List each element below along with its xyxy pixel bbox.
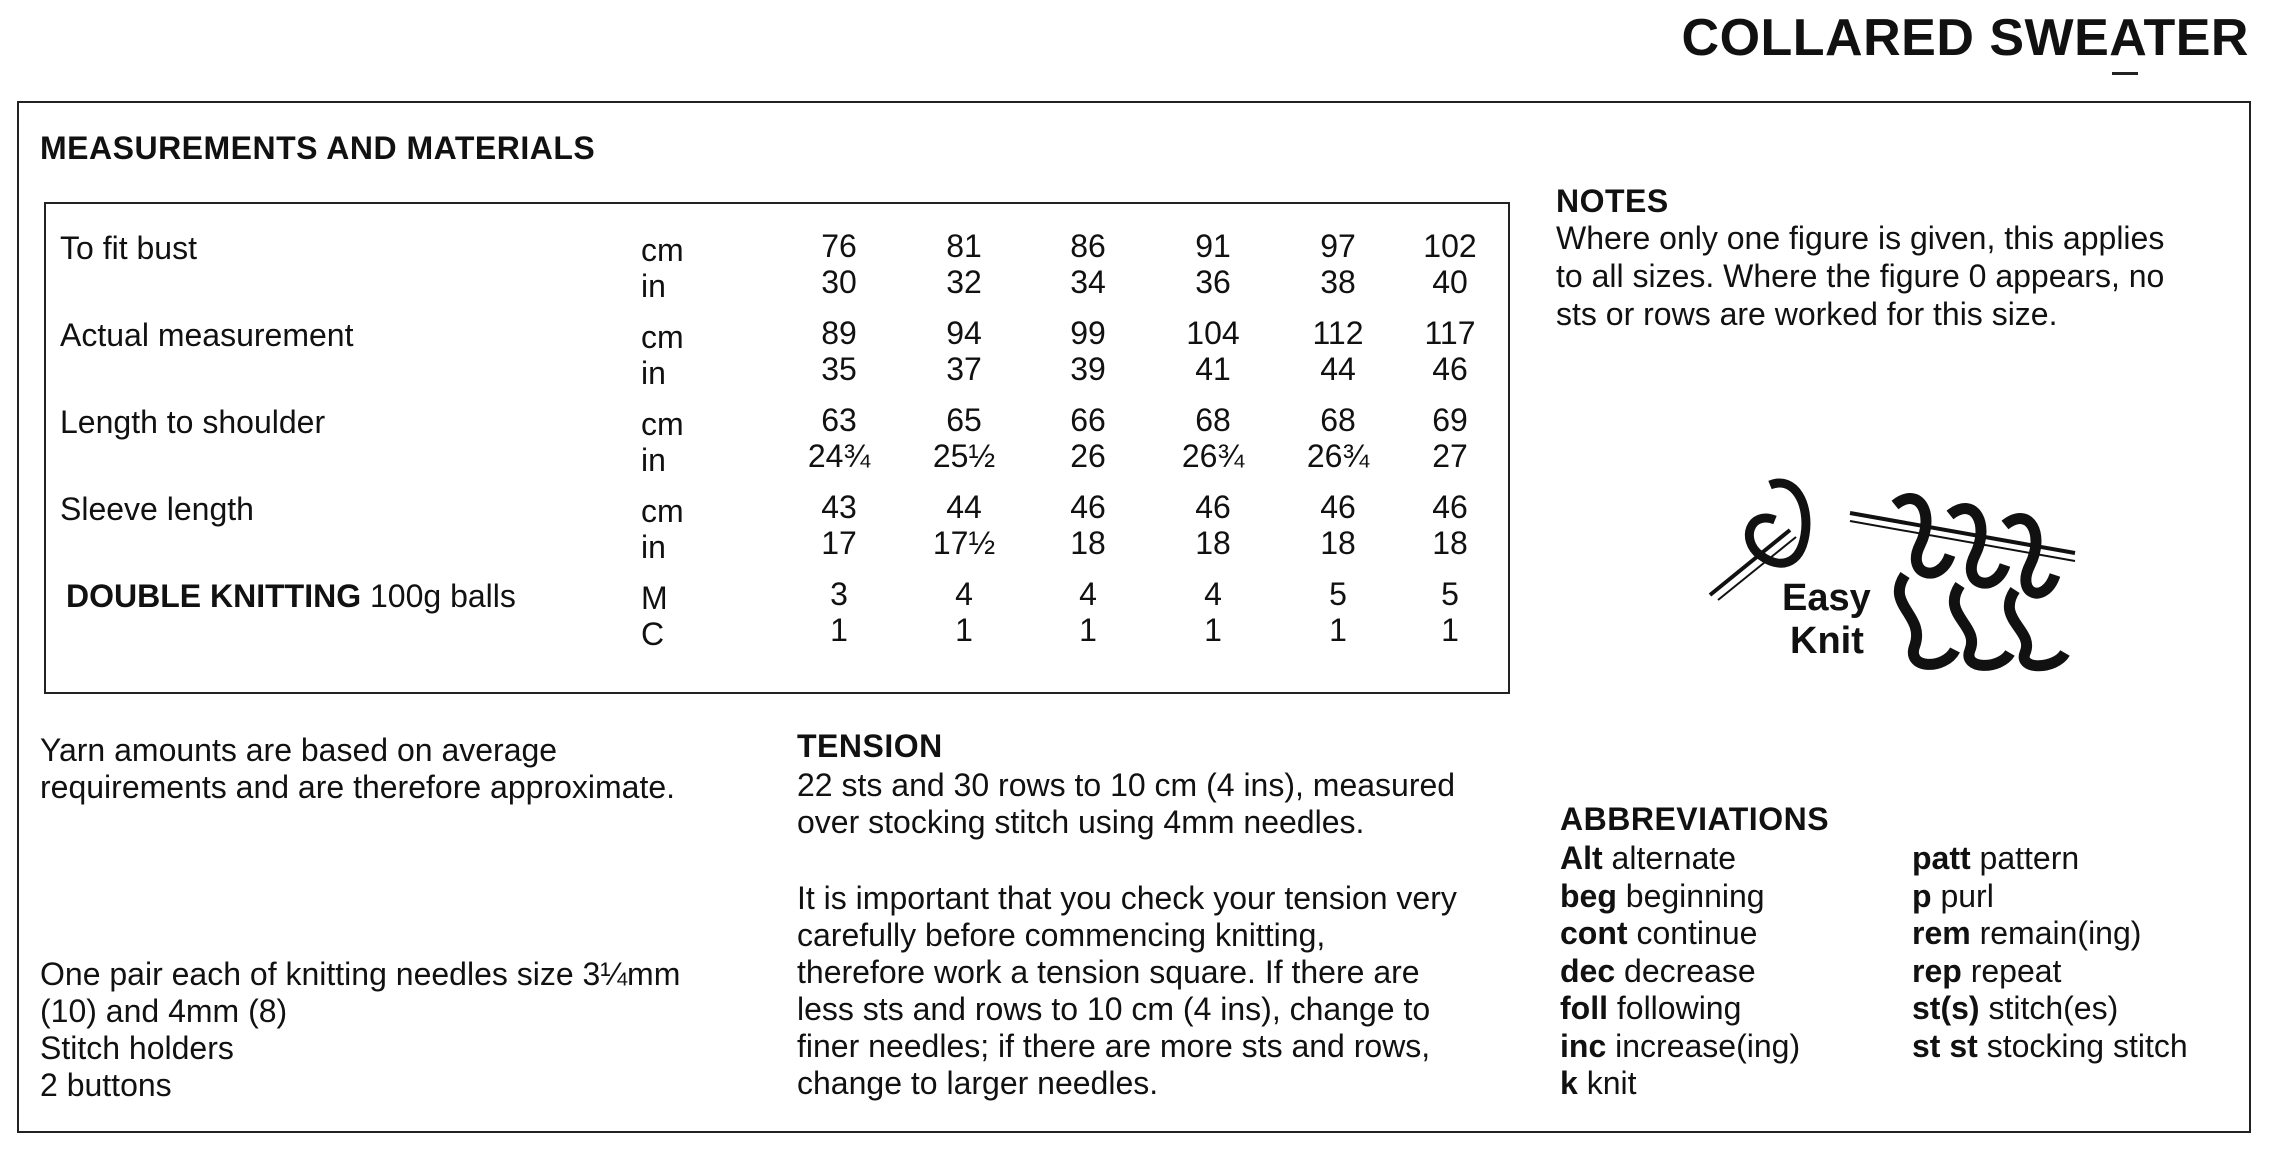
value-cell: 91 xyxy=(1195,228,1231,264)
value-cell: 46 xyxy=(1195,489,1231,525)
notes-text xyxy=(1556,219,2164,333)
knitting-needles-icon xyxy=(1700,475,2080,675)
tension-line: less sts and rows to 10 cm (4 ins), change to xyxy=(797,991,1431,1027)
abbreviation-item: dec decrease xyxy=(1560,952,1756,989)
table-row xyxy=(46,204,1512,304)
value-cell: 94 xyxy=(946,315,982,351)
value-cell: 4 xyxy=(1204,576,1222,612)
value-cell: 46 xyxy=(1432,489,1468,525)
value-cell: 40 xyxy=(1432,264,1468,300)
tension-line: finer needles; if there are more sts and rows, xyxy=(797,1028,1431,1064)
tension-heading: TENSION xyxy=(797,728,943,764)
value-cell: 44 xyxy=(946,489,982,525)
yarn-type: DOUBLE KNITTING xyxy=(66,578,362,614)
value-cell: 112 xyxy=(1312,315,1364,351)
title-underline-mark xyxy=(2112,72,2138,75)
abbreviation-item: rep repeat xyxy=(1912,952,2062,989)
value-cell: 27 xyxy=(1432,438,1468,474)
unit-in: in xyxy=(641,529,666,565)
value-cell: 1 xyxy=(1079,612,1097,648)
row-label: Sleeve length xyxy=(60,491,254,527)
value-cell: 32 xyxy=(946,264,982,300)
value-cell: 17 xyxy=(821,525,857,561)
abbreviations-col-2 xyxy=(1912,840,2188,1065)
abbreviation-item: foll following xyxy=(1560,990,1742,1026)
yarn-note xyxy=(40,732,675,806)
value-cell: 38 xyxy=(1320,264,1356,300)
value-cell: 30 xyxy=(821,264,857,300)
value-cell: 18 xyxy=(1432,525,1468,561)
unit-cm: cm xyxy=(641,406,684,442)
measurements-table xyxy=(44,202,1510,694)
tension-line: over stocking stitch using 4mm needles. xyxy=(797,804,1365,840)
value-cell: 89 xyxy=(821,315,857,351)
abbreviation-item: cont continue xyxy=(1560,915,1758,951)
easy-knit-logo xyxy=(1700,475,2080,680)
tension-advice xyxy=(797,880,1457,1102)
value-cell: 117 xyxy=(1424,315,1476,351)
yarn-label xyxy=(66,578,516,615)
page-title: COLLARED SWEATER xyxy=(1681,9,2249,67)
unit-in: in xyxy=(641,268,666,304)
value-cell: 1 xyxy=(955,612,973,648)
value-cell: 18 xyxy=(1320,525,1356,561)
value-cell: 1 xyxy=(830,612,848,648)
value-cell: 36 xyxy=(1195,264,1231,300)
abbreviation-item: inc increase(ing) xyxy=(1560,1027,1801,1064)
row-label: Length to shoulder xyxy=(60,404,326,440)
value-cell: 34 xyxy=(1070,264,1106,300)
measurements-heading: MEASUREMENTS AND MATERIALS xyxy=(40,130,596,166)
value-cell: 35 xyxy=(821,351,857,387)
logo-word-knit: Knit xyxy=(1790,620,1864,662)
value-cell: 68 xyxy=(1195,402,1231,438)
value-cell: 63 xyxy=(821,402,857,438)
value-cell: 46 xyxy=(1320,489,1356,525)
value-cell: 1 xyxy=(1441,612,1459,648)
value-cell: 102 xyxy=(1423,228,1477,264)
materials-line: (10) and 4mm (8) xyxy=(40,993,288,1029)
value-cell: 1 xyxy=(1329,612,1347,648)
abbreviation-item: Alt alternate xyxy=(1560,840,1737,876)
value-cell: 86 xyxy=(1070,228,1106,264)
yarn-weight: 100g balls xyxy=(369,578,516,614)
tension-line: carefully before commencing knitting, xyxy=(797,917,1326,953)
abbreviation-item: patt pattern xyxy=(1912,840,2080,876)
value-cell: 5 xyxy=(1329,576,1347,612)
value-cell: 76 xyxy=(821,228,857,264)
value-cell: 26¾ xyxy=(1306,438,1370,474)
unit-contrast-colour: C xyxy=(641,616,665,652)
value-cell: 68 xyxy=(1320,402,1356,438)
unit-cm: cm xyxy=(641,319,684,355)
value-cell: 99 xyxy=(1070,315,1106,351)
value-cell: 4 xyxy=(955,576,973,612)
value-cell: 24¾ xyxy=(807,438,871,474)
yarn-note-line: Yarn amounts are based on average xyxy=(40,732,558,768)
abbreviation-item: beg beginning xyxy=(1560,877,1765,914)
row-label: Actual measurement xyxy=(60,317,354,353)
abbreviation-item: p purl xyxy=(1912,877,1994,914)
value-cell: 18 xyxy=(1195,525,1231,561)
value-cell: 39 xyxy=(1070,351,1106,387)
logo-word-easy: Easy xyxy=(1782,577,1871,619)
row-label: To fit bust xyxy=(60,230,197,266)
notes-line: sts or rows are worked for this size. xyxy=(1556,296,2058,332)
value-cell: 26 xyxy=(1070,438,1106,474)
value-cell: 37 xyxy=(946,351,982,387)
value-cell: 44 xyxy=(1320,351,1356,387)
value-cell: 46 xyxy=(1070,489,1106,525)
notes-line: Where only one figure is given, this applies xyxy=(1556,220,2165,256)
value-cell: 66 xyxy=(1070,402,1106,438)
abbreviation-item: st(s) stitch(es) xyxy=(1912,990,2119,1026)
unit-cm: cm xyxy=(641,232,684,268)
value-cell: 1 xyxy=(1204,612,1222,648)
abbreviation-item: k knit xyxy=(1560,1065,1637,1101)
tension-line: therefore work a tension square. If there are xyxy=(797,954,1420,990)
value-cell: 69 xyxy=(1432,402,1468,438)
abbreviation-item: rem remain(ing) xyxy=(1912,915,2142,951)
unit-in: in xyxy=(641,442,666,478)
table-row xyxy=(46,465,1512,565)
tension-line: 22 sts and 30 rows to 10 cm (4 ins), measured xyxy=(797,767,1456,803)
yarn-note-line: requirements and are therefore approximate. xyxy=(40,769,676,805)
abbreviations-col-1 xyxy=(1560,840,1800,1103)
yarn-row xyxy=(46,552,1512,652)
value-cell: 46 xyxy=(1432,351,1468,387)
value-cell: 3 xyxy=(830,576,848,612)
value-cell: 41 xyxy=(1195,351,1231,387)
value-cell: 18 xyxy=(1070,525,1106,561)
value-cell: 4 xyxy=(1079,576,1097,612)
table-row xyxy=(46,291,1512,391)
tension-text xyxy=(797,767,1455,841)
notes-line: to all sizes. Where the figure 0 appears, no xyxy=(1556,258,2165,294)
tension-line: change to larger needles. xyxy=(797,1065,1159,1101)
value-cell: 43 xyxy=(821,489,857,525)
abbreviation-item: st st stocking stitch xyxy=(1912,1027,2188,1064)
value-cell: 104 xyxy=(1186,315,1240,351)
tension-line: It is important that you check your tension very xyxy=(797,880,1457,916)
value-cell: 26¾ xyxy=(1181,438,1245,474)
materials-list xyxy=(40,956,680,1104)
materials-line: One pair each of knitting needles size 3¼mm xyxy=(40,956,681,992)
table-row xyxy=(46,378,1512,478)
unit-in: in xyxy=(641,355,666,391)
materials-line: 2 buttons xyxy=(40,1067,172,1103)
abbreviations-heading: ABBREVIATIONS xyxy=(1560,801,1830,837)
value-cell: 97 xyxy=(1320,228,1356,264)
notes-heading: NOTES xyxy=(1556,183,1669,219)
value-cell: 5 xyxy=(1441,576,1459,612)
unit-cm: cm xyxy=(641,493,684,529)
unit-main-colour: M xyxy=(641,580,668,616)
value-cell: 81 xyxy=(946,228,982,264)
value-cell: 65 xyxy=(946,402,982,438)
materials-line: Stitch holders xyxy=(40,1030,234,1066)
value-cell: 25½ xyxy=(932,438,996,474)
value-cell: 17½ xyxy=(932,525,996,561)
